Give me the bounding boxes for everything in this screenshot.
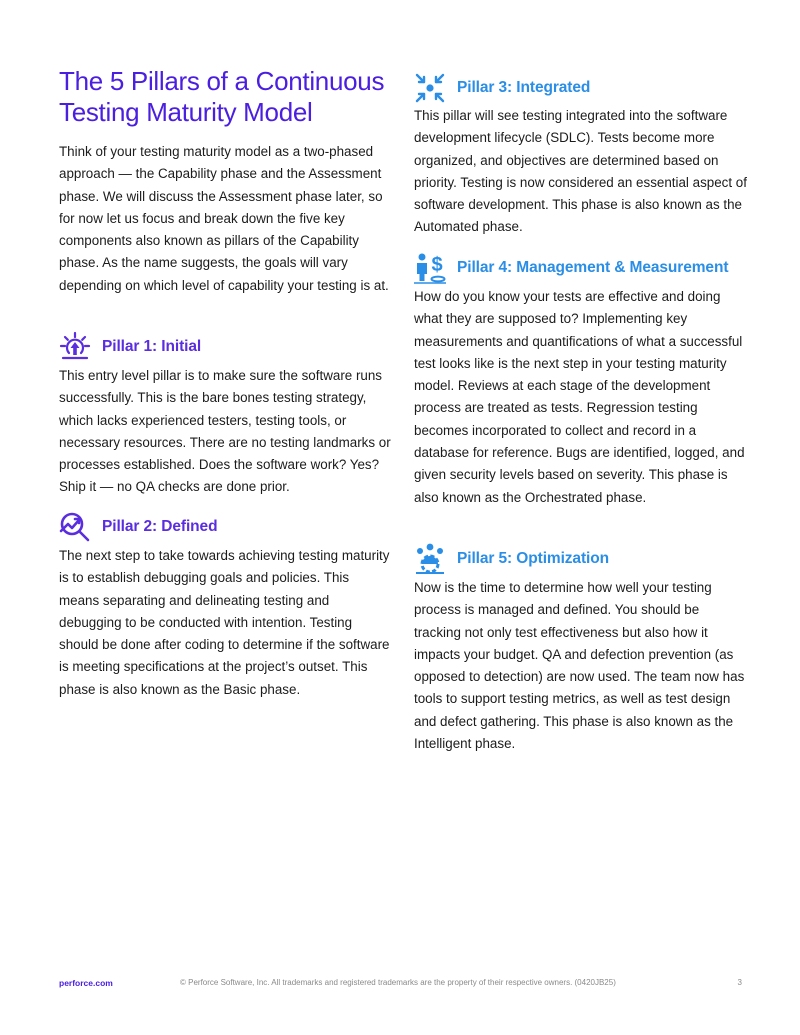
team-gear-icon: [414, 543, 446, 575]
magnifier-chart-icon: [59, 511, 91, 543]
pillar-2-heading: Pillar 2: Defined: [102, 518, 218, 535]
pillar-5-body: Now is the time to determine how well your testing process is managed and defined. You should be tracking not only test effectiveness but also how it impacts your budget. QA and defection prevention (as opposed to detection) are now used. The team now has tools to support testing metrics, as well as test design and defect gathering. This phase is also known as the Intelligent phase.: [414, 580, 745, 752]
pillar-4-heading-row: [414, 252, 728, 284]
pillar-3-heading-row: [414, 72, 590, 104]
pillar-5-heading: Pillar 5: Optimization: [457, 550, 609, 567]
converging-arrows-icon: [414, 72, 446, 104]
pillar-5-heading-row: [414, 543, 609, 575]
pillar-3-body: This pillar will see testing integrated into the software development lifecycle (SDLC). Tests become more organized, and objectives are determined based on priority. Testing is now considered an essential aspect of software development. This phase is also known as the Automated phase.: [414, 108, 747, 235]
footer-legal-text: © Perforce Software, Inc. All trademarks and registered trademarks are the property of their respective owners. (0420JB25): [180, 978, 616, 987]
footer-site-link[interactable]: perforce.com: [59, 978, 113, 988]
intro-paragraph: Think of your testing maturity model as a two-phased approach — the Capability phase and the Assessment phase. We will discuss the Assessment phase later, so for now let us focus and break down the five key components also known as pillars of the Capability phase. As the name suggests, the goals will vary depending on which level of capability your testing is at.: [59, 144, 389, 293]
page-number: 3: [737, 978, 742, 987]
pillar-2-heading-row: [59, 511, 217, 543]
pillar-1-body: This entry level pillar is to make sure the software runs successfully. This is the bare bones testing strategy, which lacks experienced testers, testing tools, or necessary resources. There are no testing landmarks or processes established. Does the software work? Yes? Ship it — no QA checks are done prior.: [59, 368, 391, 495]
lightbulb-icon: [59, 331, 91, 363]
pillar-4-heading: Pillar 4: Management & Measurement: [457, 259, 729, 276]
pillar-2-body: The next step to take towards achieving testing maturity is to establish debugging goals and policies. This means separating and delineating testing and debugging to be conducted with intention. Testing should be done after coding to determine if the software is meeting specifications at the project’s outset. This phase is also known as the Basic phase.: [59, 548, 390, 697]
pillar-4-body: How do you know your tests are effective and doing what they are supposed to? Implementing key measurements and quantifications of what a successful test looks like is the next step in your testing maturity model. Reviews at each stage of the development process are treated as tests. Regression testing becomes incorporated to collect and record in a database for reference. Bugs are identified, logged, and given security levels based on severity. This phase is also known as the Orchestrated phase.: [414, 289, 745, 505]
pillar-1-heading: Pillar 1: Initial: [102, 338, 202, 355]
page-title: The 5 Pillars of a Continuous Testing Maturity Model: [59, 66, 385, 127]
pillar-3-heading: Pillar 3: Integrated: [457, 79, 591, 96]
person-dollar-icon: [414, 252, 446, 284]
pillar-1-heading-row: [59, 331, 201, 363]
svg-text:$: $: [431, 254, 443, 276]
